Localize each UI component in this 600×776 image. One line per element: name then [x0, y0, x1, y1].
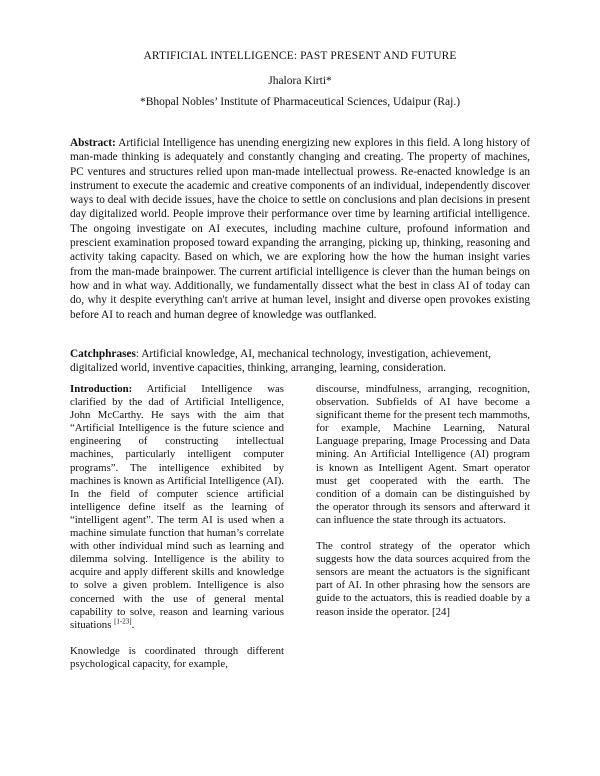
keywords-text: : Artificial knowledge, AI, mechanical technology, investigation, achievement, digitalized world, inventive capacities, thinking, arranging, learning, consideration.	[70, 348, 491, 375]
paper-title: ARTIFICIAL INTELLIGENCE: PAST PRESENT AND FUTURE	[143, 50, 457, 62]
keywords-label: Catchphrases	[70, 348, 136, 360]
abstract-text: Artificial Intelligence has unending energizing new explores in this field. A long history of man-made thinking is adequately and constantly changing and creating. The property of machines, PC ventures and structures relied upon man-made intellectual prowess. Re-enacted knowledge is an instrument to execute the academic and creative components of an individual, independently discover ways to deal with decide issues, have the choice to settle on conclusions and plan decisions in present day digitalized world. People improve their performance over time by learning artificial intelligence. The ongoing investigate on AI executes, including machine culture, profound information and prescient examination proposed toward expanding the arranging, picking up, thinking, reasoning and activity taking capacity. Based on which, we are exploring how the how the human insight varies from the man-made brainpower. The current artificial intelligence is clever than the human beings on how and in what way. Additionally, we fundamentally dissect what the best in class AI of today can do, why it despite everything can't arrive at human level, insight and diverse open provokes existing before AI to reach and human degree of knowledge was outflanked.	[70, 137, 531, 321]
right-column	[316, 383, 530, 632]
knowledge-paragraph: Knowledge is coordinated through different psychological capacity, for example,	[70, 644, 284, 670]
abstract-label: Abstract:	[70, 137, 116, 149]
control-strategy-paragraph: The control strategy of the operator which suggests how the data sources acquired from the sensors are meant the actuators is the significant part of AI. In other phrasing how the sensors are guide to the actuators, this is readied doable by a reason inside the operator. [24]	[316, 540, 530, 618]
left-column	[70, 383, 284, 684]
agent-paragraph: discourse, mindfulness, arranging, recognition, observation. Subfields of AI have become a significant theme for the present tech mammoths, for example, Machine Learning, Natural Language preparing, Image Processing and Data mining. An Artificial Intelligence (AI) program is known as Intelligent Agent. Smart operator must get cooperated with the earth. The condition of a domain can be distinguished by the operator through its sensors and afterward it can influence the state through its actuators.	[316, 383, 530, 526]
introduction-text: Artificial Intelligence was clarified by the dad of Artificial Intelligence, John McCarthy. He says with the aim that “Artificial Intelligence is the future science and engineering of constructing intellectual machines, particularly intelligent computer programs”. The intelligence exhibited by machines is known as Artificial Intelligence (AI). In the field of computer science artificial intelligence define itself as the learning of “intelligent agent”. The term AI is used when a machine simulate function that human’s correlate with other individual mind such as learning and dilemma solving. Intelligence is the ability to acquire and apply different skills and knowledge to solve a given problem. Intelligence is also concerned with the use of general mental capability to solve, reason and learning various situations	[70, 383, 284, 631]
author-affiliation: *Bhopal Nobles’ Institute of Pharmaceutical Sciences, Udaipur (Raj.)	[139, 96, 461, 108]
introduction-end: .	[131, 618, 135, 631]
introduction-paragraph	[70, 383, 284, 632]
keywords	[70, 347, 530, 376]
author-name: Jhalora Kirti*	[268, 75, 332, 87]
abstract	[70, 136, 530, 322]
introduction-label: Introduction:	[70, 383, 133, 395]
citation-ref: [1-23]	[114, 617, 132, 626]
